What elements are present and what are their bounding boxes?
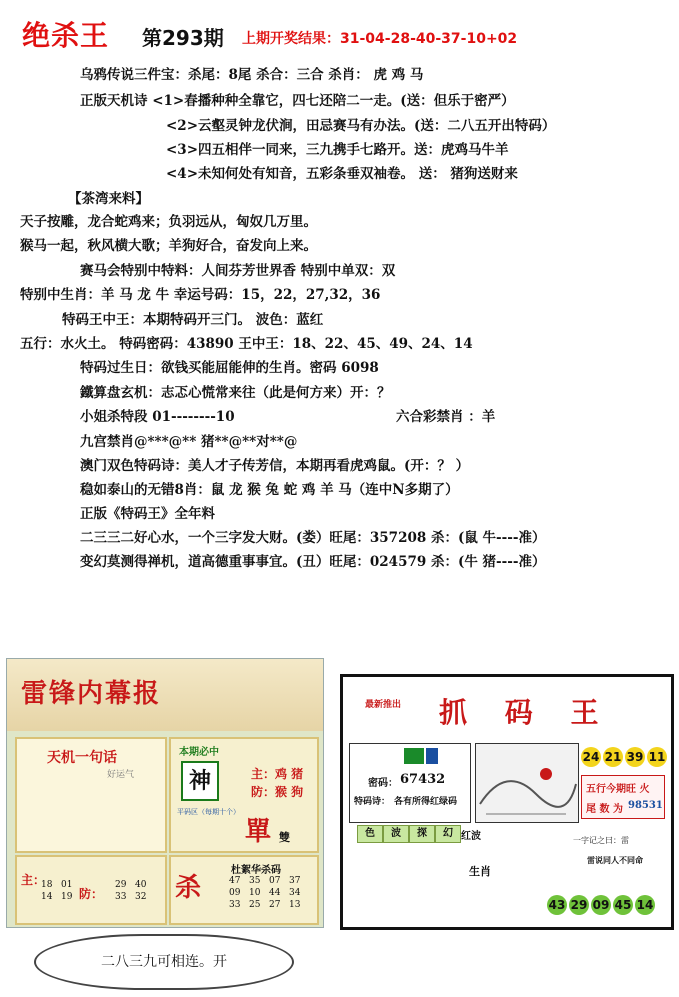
shengxiao-label: 生肖 — [469, 865, 491, 878]
code-label: 密码： — [368, 778, 398, 789]
five-elements-box — [581, 775, 665, 819]
left-poster — [6, 658, 324, 928]
number: 27 — [269, 900, 281, 910]
text-line: 赛马会特别中特料：人间芬芳世界香 特别中单双：双 — [80, 263, 396, 279]
number-ball: 45 — [613, 895, 633, 915]
text-line: 稳如泰山的无错8肖：鼠 龙 猴 兔 蛇 鸡 羊 马（连中N多期了） — [80, 482, 459, 498]
text-line: 九宫禁肖@***@** 猪**@**对**@ — [80, 434, 298, 450]
main-zodiac: 主：鸡 猪 — [251, 767, 304, 781]
kill-code-box — [169, 855, 319, 925]
number: 32 — [135, 892, 147, 902]
text-line: 正版《特码王》全年料 — [80, 506, 215, 522]
main-guard-box — [15, 855, 167, 925]
number: 34 — [289, 888, 301, 898]
text-line: 小姐杀特段 01--------10 — [80, 409, 235, 425]
text-line: <2>云壑灵钟龙伏涧，田忌赛马有办法。(送：二八五开出特码） — [166, 118, 556, 134]
number: 10 — [249, 888, 261, 898]
number: 44 — [269, 888, 281, 898]
double-char: 雙 — [279, 831, 290, 844]
tianji-box — [15, 737, 167, 853]
number: 07 — [269, 876, 281, 886]
text-line: <4>未知何处有知音，五彩条垂双袖卷。 送： 猪狗送财来 — [166, 166, 518, 182]
text-line: 天子按雕，龙合蛇鸡来；负羽远从，匈奴几万里。 — [20, 214, 317, 230]
tema-label: 特码诗： — [354, 797, 391, 807]
must-hit-box — [169, 737, 319, 853]
text-line: 五行：水火土。 特码密码：43890 王中王：18、22、45、49、24、14 — [20, 336, 473, 352]
text-line: 特码王中王：本期特码开三门。 波色：蓝红 — [62, 312, 324, 328]
chip-tail: 红波 — [461, 831, 481, 842]
poem-line: 雷说同人不同命 — [587, 855, 643, 865]
shen-char: 神 — [181, 761, 219, 801]
left-poster-title: 雷锋内幕报 — [21, 679, 162, 709]
tianji-sub: 好运气 — [107, 770, 135, 780]
number: 35 — [249, 876, 261, 886]
number-ball: 09 — [591, 895, 611, 915]
tema-value: 各有所得红绿码 — [394, 797, 458, 807]
text-line: 六合彩禁肖 ：羊 — [396, 409, 496, 425]
text-line: 鐵算盘玄机：志忑心慌常来往（此是何方来）开：？ — [80, 385, 391, 401]
text-line: 猴马一起，秋风横大歌；羊狗好合，奋发向上来。 — [20, 238, 317, 254]
number-ball: 11 — [647, 747, 667, 767]
main-numbers — [41, 879, 155, 903]
text-line: 正版天机诗 <1>春播种种全靠它，四七还陪二一走。(送：但乐于密严） — [80, 93, 515, 109]
single-char: 單 — [245, 817, 272, 847]
number: 14 — [41, 892, 53, 902]
logo-icon — [404, 748, 424, 764]
number-ball: 14 — [635, 895, 655, 915]
main-label: 主： — [21, 873, 46, 887]
number-ball: 24 — [581, 747, 601, 767]
kill-code-title: 杜絮华杀码 — [231, 865, 281, 876]
ink-painting-image — [475, 743, 579, 823]
number: 18 — [41, 880, 53, 890]
number: 33 — [115, 892, 127, 902]
number: 47 — [229, 876, 241, 886]
last-result: 上期开奖结果：31-04-28-40-37-10+02 — [242, 31, 518, 47]
number-ball: 21 — [603, 747, 623, 767]
number: 37 — [289, 876, 301, 886]
text-line: 乌鸦传说三件宝：杀尾：8尾 杀合：三合 杀肖： 虎 鸡 马 — [80, 67, 424, 83]
code-value: 67432 — [400, 772, 446, 787]
text-line: 二三三二好心水，一个三字发大财。(娄）旺尾：357208 杀：(鼠 牛----准） — [80, 530, 546, 546]
kill-numbers — [229, 875, 309, 911]
category-chip: 波 — [383, 825, 409, 843]
guard-label: 防： — [79, 887, 104, 901]
issue-number: 第293期 — [142, 26, 224, 50]
kill-char: 杀 — [175, 873, 202, 903]
number-ball: 29 — [569, 895, 589, 915]
right-poster — [340, 674, 674, 930]
number: 40 — [135, 880, 147, 890]
number: 29 — [115, 880, 127, 890]
text-line: 特码过生日：欲钱买能屈能伸的生肖。密码 6098 — [80, 360, 379, 376]
cloud-bubble — [34, 934, 294, 990]
number: 19 — [61, 892, 73, 902]
page-title: 绝杀王 — [22, 19, 110, 52]
number: 25 — [249, 900, 261, 910]
text-line: <3>四五相伴一同来，三九携手七路开。送：虎鸡马牛羊 — [166, 142, 509, 158]
category-chip: 探 — [409, 825, 435, 843]
number-ball: 39 — [625, 747, 645, 767]
category-chip: 幻 — [435, 825, 461, 843]
poem-title: 一字记之曰：雷 — [573, 836, 629, 845]
number-ball: 43 — [547, 895, 567, 915]
cloud-text: 二八三九可相连。开 — [101, 954, 227, 970]
flat-code-note: 平码区（每期十个） — [177, 808, 240, 816]
code-box — [349, 743, 471, 823]
tianji-title: 天机一句话 — [47, 750, 117, 766]
text-line: 特别中生肖：羊 马 龙 牛 幸运号码：15，22，27,32，36 — [20, 287, 381, 303]
logo-icon — [426, 748, 438, 764]
guard-zodiac: 防：猴 狗 — [251, 785, 304, 799]
must-hit-label: 本期必中 — [179, 747, 219, 758]
number: 09 — [229, 888, 241, 898]
five-elements-line: 五行今期旺 火 — [586, 784, 650, 795]
section-heading: 【茶湾来料】 — [68, 191, 149, 207]
landscape-icon — [476, 744, 578, 822]
right-poster-subtitle: 最新推出 — [365, 700, 402, 710]
tail-value: 98531 — [628, 800, 663, 811]
right-poster-title: 抓 码 王 — [439, 696, 613, 729]
text-line: 澳门双色特码诗：美人才子传芳信，本期再看虎鸡鼠。(开：？ ） — [80, 458, 470, 474]
number: 33 — [229, 900, 241, 910]
text-line: 变幻莫测得禅机，道高德重事事宜。(丑）旺尾：024579 杀：(牛 猪----准） — [80, 554, 546, 570]
number: 01 — [61, 880, 73, 890]
tail-label: 尾 数 为 — [586, 804, 623, 815]
category-chip: 色 — [357, 825, 383, 843]
number: 13 — [289, 900, 301, 910]
